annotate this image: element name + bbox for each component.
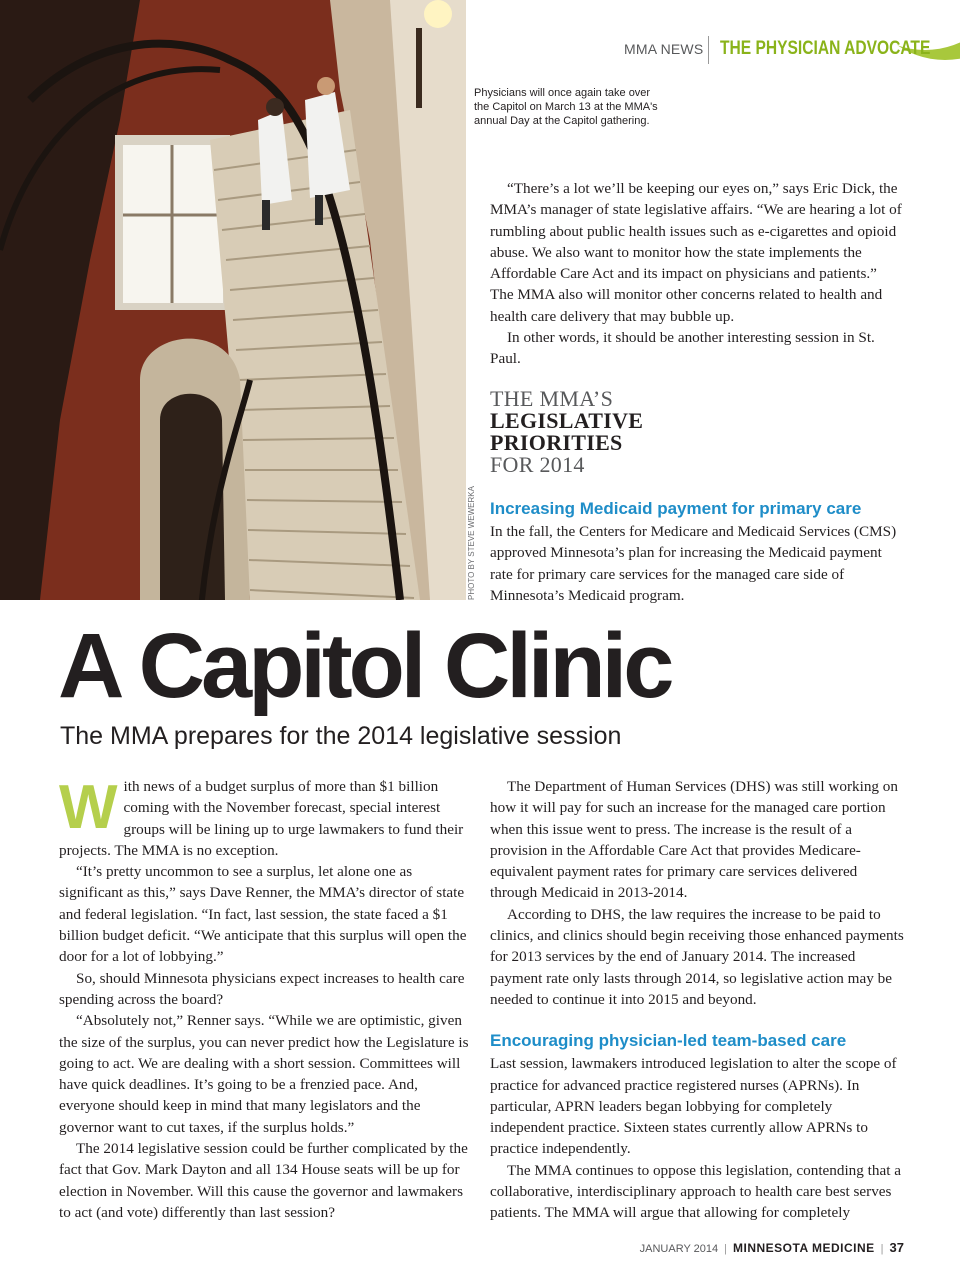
article-subtitle: The MMA prepares for the 2014 legislative session [60, 722, 622, 750]
body-paragraph: In the fall, the Centers for Medicare and Medicaid Services (CMS) approved Minnesota’s plan for increasing the Medicaid payment rate for primary care services for the managed care side of Minnesota’s Medicaid program. [490, 523, 897, 604]
priorities-line: PRIORITIES [490, 430, 623, 455]
body-paragraph: Last session, lawmakers introduced legislation to alter the scope of practice for advanced practice registered nurses (APRNs). In particular, APRN leaders began lobbying for completely independent practice. Sixteen states currently allow APRNs to practice independently. [490, 1055, 897, 1158]
column-label: THE PHYSICIAN ADVOCATE [720, 38, 931, 59]
drop-cap: W [59, 773, 118, 842]
body-paragraph: “Absolutely not,” Renner says. “While we are optimistic, given the size of the surplus, you can never predict how the Legislature is going to act. We are dealing with a short session. Committees will have quick deadlines. It’s going to be a frenzied pace. And, everyone should keep in mind that many legislators and the governor want to cut taxes, if the surplus holds.” [59, 1012, 469, 1136]
section-label: MMA NEWS [624, 41, 704, 57]
staircase-photo [0, 0, 466, 600]
running-header [600, 36, 931, 66]
right-body-column [490, 776, 904, 1224]
section-heading: Increasing Medicaid payment for primary care [490, 499, 862, 518]
magazine-name: MINNESOTA MEDICINE [733, 1241, 875, 1255]
intro-right-column [490, 178, 904, 370]
section-heading: Encouraging physician-led team-based care [490, 1031, 847, 1051]
body-paragraph: The MMA continues to oppose this legislation, contending that a collaborative, interdisciplinary approach to health care best serves patients. The MMA will argue that allowing for completely [490, 1161, 901, 1222]
body-paragraph: So, should Minnesota physicians expect increases to health care spending across the board? [59, 969, 465, 1008]
priorities-heading [490, 388, 790, 476]
body-paragraph [59, 773, 471, 861]
section-medicaid [490, 498, 904, 606]
page-number: 37 [889, 1240, 904, 1255]
body-paragraph: The 2014 legislative session could be further complicated by the fact that Gov. Mark Dayton and all 134 House seats will be up for election in November. Will this cause the governor and lawmakers to act (and vote) differently than last session? [59, 1140, 468, 1221]
header-divider [708, 36, 709, 64]
body-paragraph: According to DHS, the law requires the increase to be paid to clinics, and clinics should begin receiving those enhanced payments for 2013 services by the end of January 2014. The increased payment rate only lasts through 2014, so legislative action may be needed to continue it into 2015 and beyond. [490, 905, 904, 1008]
body-paragraph: The Department of Human Services (DHS) was still working on how it will pay for such an increase for the managed care portion when this issue went to press. The increase is the result of a provision in the Affordable Care Act that provides Medicare-equivalent payment rates for primary care services delivered through Medicaid in 2013-2014. [490, 778, 898, 902]
priorities-line: THE MMA’S [490, 386, 614, 411]
body-paragraph: “There’s a lot we’ll be keeping our eyes on,” says Eric Dick, the MMA’s manager of state legislative affairs. “We are hearing a lot of rumbling about public health issues such as e-cigarettes and opioid abuse. We also want to monitor how the state implements the Affordable Care Act and its impact on physicians and patients.” The MMA also will monitor other concerns related to health and health care delivery that may bubble up. [490, 180, 902, 325]
page-footer: JANUARY 2014 | MINNESOTA MEDICINE | 37 [639, 1240, 904, 1255]
lead-text: ith news of a budget surplus of more than $1 billion coming with the November forecast, special interest groups will be lining up to urge lawmakers to fund their projects. The MMA is no exception. [59, 778, 464, 859]
photo-caption: Physicians will once again take over the Capitol on March 13 at the MMA's annual Day at the Capitol gathering. [474, 87, 658, 127]
body-paragraph: “It’s pretty uncommon to see a surplus, let alone one as significant as this,” says Dave Renner, the MMA’s director of state and federal legislation. “In fact, last session, the state faced a $1 billion budget deficit. “We anticipate that this surplus will open the door for a lot of lobbying.” [59, 863, 467, 966]
left-body-column [59, 773, 471, 1223]
body-paragraph: In other words, it should be another interesting session in St. Paul. [490, 329, 875, 368]
priorities-line: LEGISLATIVE [490, 408, 644, 433]
article-title: A Capitol Clinic [58, 615, 671, 717]
photo-credit: PHOTO BY STEVE WEWERKA [467, 486, 476, 600]
priorities-line: FOR 2014 [490, 452, 585, 477]
issue-date: JANUARY 2014 [639, 1243, 719, 1255]
